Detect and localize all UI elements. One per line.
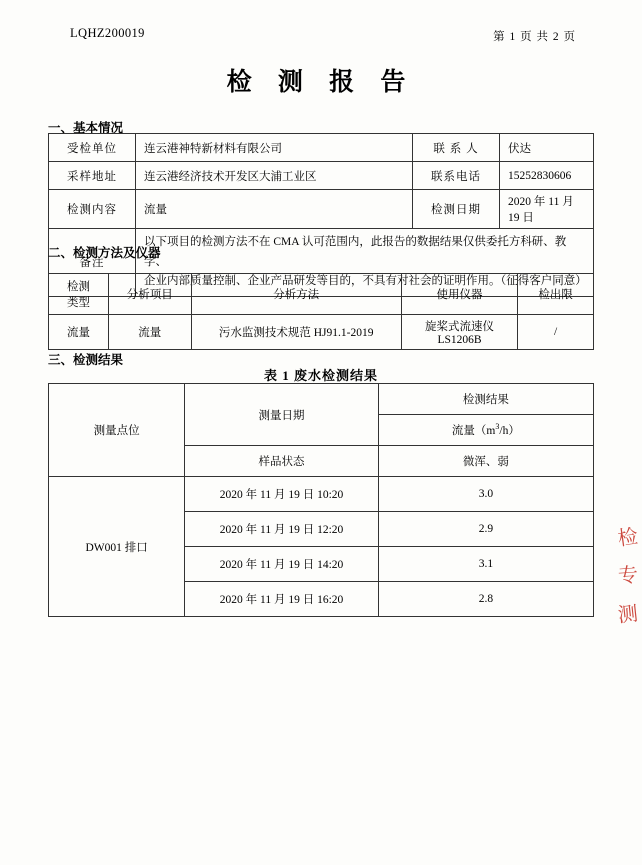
document-code: LQHZ200019 [70,26,145,40]
remark-line-2: 企业内部质量控制、企业产品研发等目的，不具有对社会的证明作用。（征得客户同意） [144,275,587,288]
method-row-type: 流量 [49,315,109,350]
table-row [49,190,594,229]
result-row-value: 3.0 [378,477,593,512]
result-table-caption: 表 1 废水检测结果 [263,368,378,383]
instrument-line2: LS1206B [437,334,482,346]
unit-label: 受检单位 [49,134,136,162]
method-row-method: 污水监测技术规范 HJ91.1-2019 [191,315,401,350]
result-header-flow [378,415,593,446]
remark-label: 备注 [49,229,136,297]
method-header-type-line2: 类型 [66,297,90,309]
method-header-type-line1: 检测 [66,281,90,293]
result-row-value: 3.1 [378,547,593,582]
sample-state-label: 样品状态 [185,446,379,477]
table-header-row [49,274,594,315]
address-value: 连云港经济技术开发区大浦工业区 [136,162,413,190]
seal-stamp-icon: 测 [616,603,640,627]
result-header-result: 检测结果 [378,384,593,415]
method-table [48,273,594,350]
date-value: 2020 年 11 月 19 日 [500,190,594,229]
method-header-instrument: 使用仪器 [401,274,518,315]
contact-value: 伏达 [500,134,594,162]
method-row-limit: / [518,315,594,350]
result-row-date: 2020 年 11 月 19 日 10:20 [185,477,379,512]
section-heading-result: 三、检测结果 [48,353,124,367]
page-title: 检 测 报 告 [226,69,416,96]
table-row [49,134,594,162]
result-row-value: 2.8 [378,582,593,617]
result-table [48,383,594,617]
content-value: 流量 [136,190,413,229]
result-point-name: DW001 排口 [49,477,185,617]
contact-label: 联 系 人 [413,134,500,162]
page-indicator: 第 1 页 共 2 页 [493,31,576,43]
result-row-date: 2020 年 11 月 19 日 16:20 [185,582,379,617]
result-row-value: 2.9 [378,512,593,547]
flow-unit-exponent: 3 [495,422,500,432]
phone-value: 15252830606 [500,162,594,190]
instrument-line1: 旋桨式流速仪 [425,321,494,333]
phone-label: 联系电话 [413,162,500,190]
result-header-point: 测量点位 [49,384,185,477]
section-heading-method: 二、检测方法及仪器 [48,246,161,260]
table-row [49,315,594,350]
result-header-date: 测量日期 [185,384,379,446]
flow-unit-suffix: /h） [499,425,520,437]
table-row [49,162,594,190]
unit-value: 连云港神特新材料有限公司 [136,134,413,162]
date-label: 检测日期 [413,190,500,229]
method-row-item: 流量 [108,315,191,350]
seal-stamp-icon: 专 [617,564,639,588]
result-row-date: 2020 年 11 月 19 日 14:20 [185,547,379,582]
table-row [49,477,594,512]
result-row-date: 2020 年 11 月 19 日 12:20 [185,512,379,547]
section-heading-basic: 一、基本情况 [48,121,124,135]
method-header-limit: 检出限 [518,274,594,315]
table-header-row [49,384,594,415]
sample-state-value: 微浑、弱 [378,446,593,477]
method-header-type [49,274,109,315]
method-header-method: 分析方法 [191,274,401,315]
content-label: 检测内容 [49,190,136,229]
seal-stamp-icon: 检 [616,525,640,551]
method-row-instrument [401,315,518,350]
remark-line-1: 以下项目的检测方法不在 CMA 认可范围内，此报告的数据结果仅供委托方科研、教学、 [144,236,567,268]
flow-unit-prefix: 流量（m [451,425,496,437]
address-label: 采样地址 [49,162,136,190]
method-header-item: 分析项目 [108,274,191,315]
